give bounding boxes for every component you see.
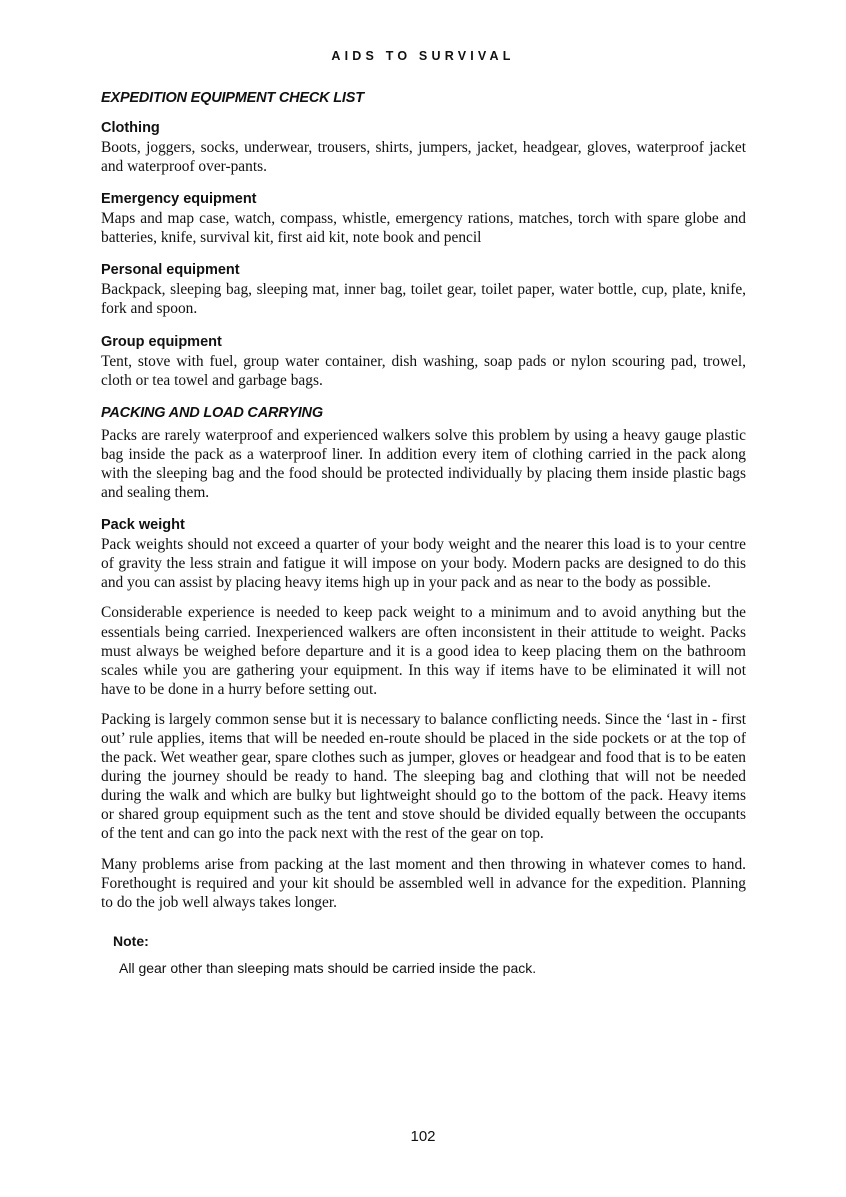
note-label: Note:: [113, 932, 149, 949]
personal-equipment-text: Backpack, sleeping bag, sleeping mat, inner bag, toilet gear, toilet paper, water bottle, cup, plate, knife, fork and spoon.: [101, 281, 746, 318]
packing-intro: Packs are rarely waterproof and experienced walkers solve this problem by using a heavy gauge plastic bag inside the pack as a waterproof liner. In addition every item of clothing carried in the pack along with the sleeping bag and the food should be protected individually by placing them inside plastic bags and sealing them.: [101, 426, 746, 502]
packing-title: PACKING AND LOAD CARRYING: [101, 404, 323, 421]
group-equipment-heading: Group equipment: [101, 333, 222, 350]
pack-weight-paragraph: Considerable experience is needed to keep pack weight to a minimum and to avoid anything but the essentials being carried. Inexperienced walkers are often inconsistent in their attitude to weight. Packs must always be weighed before departure and it is a good idea to keep placing them on the bathroom scales while you are gathering your equipment. In this way if items have to be eliminated it will not have to be done in a hurry before setting out.: [101, 604, 746, 698]
page-content: [101, 89, 746, 977]
note-text: All gear other than sleeping mats should be carried inside the pack.: [119, 959, 537, 976]
pack-weight-paragraph: Packing is largely common sense but it is necessary to balance conflicting needs. Since the ‘last in - first out’ rule applies, items that will be needed en-route should be placed in the side pockets or at the top of the pack. Wet weather gear, spare clothes such as jumper, gloves or headgear and food that is to be eaten during the journey should be ready to hand. The sleeping bag and clothing that will not be needed during the walk and which are bulky but lightweight should go to the bottom of the pack. Heavy items or shared group equipment such as the tent and stove should be divided equally between the occupants of the tent and can go into the pack next with the rest of the gear on top.: [101, 710, 746, 843]
emergency-equipment-text: Maps and map case, watch, compass, whistle, emergency rations, matches, torch with spare globe and batteries, knife, survival kit, first aid kit, note book and pencil: [101, 210, 746, 247]
pack-weight-paragraph: Many problems arise from packing at the last moment and then throwing in whatever comes to hand. Forethought is required and your kit should be assembled well in advance for the expedition. Planning to do the job well always takes longer.: [101, 855, 746, 911]
pack-weight-paragraph: Pack weights should not exceed a quarter of your body weight and the nearer this load is to your centre of gravity the less strain and fatigue it will impose on your body. Modern packs are designed to do this and you can assist by placing heavy items high up in your pack and as near to the body as possible.: [101, 536, 746, 592]
note-block: [113, 932, 746, 977]
checklist-title: EXPEDITION EQUIPMENT CHECK LIST: [101, 90, 364, 106]
personal-equipment-heading: Personal equipment: [101, 262, 240, 279]
running-head: AIDS TO SURVIVAL: [331, 49, 515, 63]
clothing-text: Boots, joggers, socks, underwear, trousers, shirts, jumpers, jacket, headgear, gloves, waterproof jacket and waterproof over-pants.: [101, 139, 746, 176]
group-equipment-text: Tent, stove with fuel, group water container, dish washing, soap pads or nylon scouring pad, trowel, cloth or tea towel and garbage bags.: [101, 352, 746, 389]
clothing-heading: Clothing: [101, 120, 160, 136]
pack-weight-heading: Pack weight: [101, 517, 185, 534]
emergency-equipment-heading: Emergency equipment: [101, 191, 257, 208]
page-number: 102: [410, 1128, 436, 1145]
